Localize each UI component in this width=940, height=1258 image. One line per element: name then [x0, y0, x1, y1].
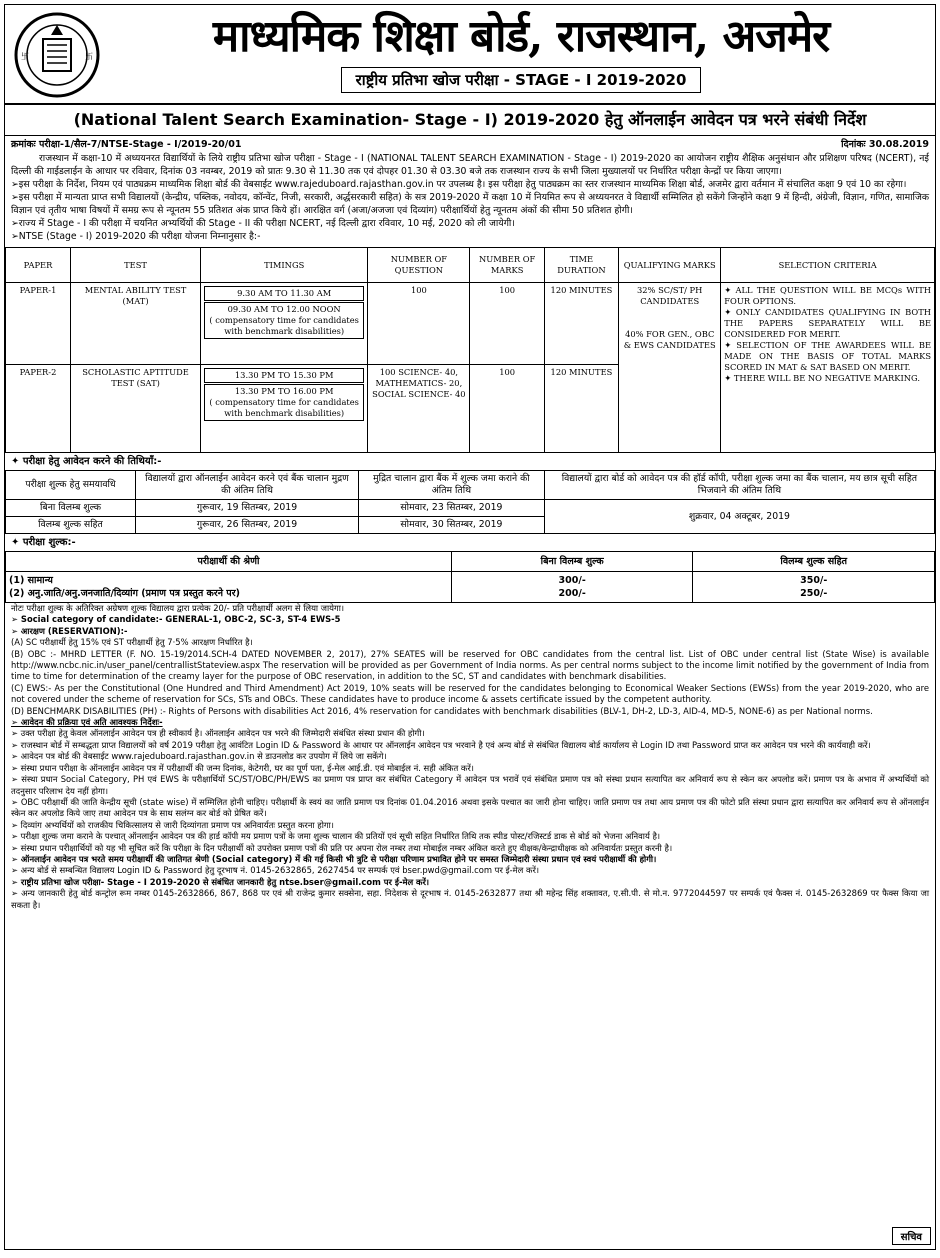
note-item: ➢ OBC परीक्षार्थी की जाति केन्द्रीय सूची (state wise) में सम्मिलित होनी चाहिए। परीक्षार्थी के स्वयं का जाति प्रमाण पत्र दिनांक 01.04.2016 अथवा इसके पश्चात का जारी होना चाहिए। जाति प्रमाण पत्र तथा आय प्रमाण पत्र की फोटो प्रति संस्था प्रधान द्वारा सत्यापित कर अनिवार्य रूप से ऑनलाईन स्केन कर अपलोड किये जाए तथा आवेदन पत्र के साथ सलंग्न कर बोर्ड को प्रेषित करें।	[11, 796, 929, 819]
reference-number: क्रमांकः परीक्षा-1/सैल-7/NTSE-Stage - I/2019-20/01	[11, 139, 242, 150]
col-header: NUMBER OF MARKS	[470, 248, 544, 283]
fees-table	[5, 551, 935, 603]
timing: 13.30 PM TO 16.00 PM	[234, 386, 334, 396]
note-item: नोटः परीक्षा शुल्क के अतिरिक्त अग्रेषण शुल्क विद्यालय द्वारा प्रत्येक 20/- प्रति परीक्षार्थी अलग से लिया जायेगा।	[11, 603, 345, 613]
note-item: ➢ परीक्षा शुल्क जमा कराने के पश्चात् ऑनलाईन आवेदन पत्र की हार्ड कॉपी मय प्रमाण पत्रों के जमा शुल्क चालान की प्रतियों एवं सूची सहित निर्धारित तिथि तक स्पीड पोस्ट/रजिस्टर्ड डाक से बोर्ड को भेजना अनिवार्य है।	[11, 831, 661, 842]
timing: 09.30 AM TO 12.00 NOON	[227, 304, 341, 314]
selection-criteria-cell	[721, 283, 935, 453]
note-item: (D) BENCHMARK DISABILITIES (PH) :- Rights of Persons with disabilities Act 2016, 4% reservation for candidates with benchmark disabilities (BLV-1, DH-2, LD-3, AID-4, MD-5, NONE-6) as per National norms.	[11, 705, 873, 716]
col-header: परीक्षार्थी की श्रेणी	[6, 552, 452, 572]
paper-cell: PAPER-1	[6, 283, 71, 365]
table-row: बिना विलम्ब शुल्क गुरूवार, 19 सितम्बर, 2019 सोमवार, 23 सितम्बर, 2019 शुक्रवार, 04 अक्टूबर, 2019	[6, 500, 935, 517]
dates-heading: ✦ परीक्षा हेतु आवेदन करने की तिथियाँ:-	[11, 456, 162, 467]
table-row	[6, 283, 935, 365]
criteria-item: ✦ THERE WILL BE NO NEGATIVE MARKING.	[724, 373, 921, 383]
note-item: ➢ संस्था प्रधान परीक्षा के ऑनलाईन आवेदन पत्र में परीक्षार्थी की जन्म दिनांक, केटेगरी, घर का पूर्ण पता, ई-मेल आई.डी. एवं मोबाईल नं. सही अंकित करें।	[11, 762, 474, 773]
timings-cell	[201, 365, 368, 453]
board-title: माध्यमिक शिक्षा बोर्ड, राजस्थान, अजमेर	[212, 11, 830, 62]
qualifying-cell	[619, 283, 721, 453]
intro-bullet: ➢ इस परीक्षा के निर्देश, नियम एवं पाठ्यक्रम माध्यमिक शिक्षा बोर्ड की वेबसाईट www.rajeduboard.rajasthan.gov.in पर उपलब्ध है। इस परीक्षा हेतु पाठ्यक्रम का स्तर राजस्थान माध्यमिक शिक्षा बोर्ड, अजमेर द्वारा वर्तमान में संचालित कक्षा 9 एवं 10 का रहेगा।	[11, 178, 929, 191]
col-header: मुद्रित चालान द्वारा बैंक में शुल्क जमा कराने की अंतिम तिथि	[359, 471, 545, 500]
board-logo-icon	[13, 11, 101, 99]
note-item: ➢ आरक्षण (RESERVATION):-	[11, 625, 128, 636]
col-header: विद्यालयों द्वारा बोर्ड को आवेदन पत्र की हॉर्ड कॉपी, परीक्षा शुल्क जमा का बैंक चालान, मय छात्र सूची सहित भिजवाने की अंतिम तिथि	[544, 471, 934, 500]
note-item: ➢ संस्था प्रधान परीक्षार्थियों को यह भी सूचित करें कि परीक्षा के दिन परीक्षार्थी को उपरोक्त प्रमाण पत्रों की प्रति पर अपना रोल नम्बर तथा मोबाईल नम्बर अंकित करते हुए वीक्षक/केन्द्राधीक्षक को अनिवार्यतः प्रस्तुत करनी है।	[11, 842, 673, 853]
test-cell: MENTAL ABILITY TEST (MAT)	[71, 283, 201, 365]
note-item: ➢ उक्त परीक्षा हेतु केवल ऑनलाईन आवेदन पत्र ही स्वीकार्य है। ऑनलाईन आवेदन पत्र भरने की जिम्मेदारी संबंधित संस्था प्रधान की होगी।	[11, 728, 425, 739]
test-cell: SCHOLASTIC APTITUDE TEST (SAT)	[71, 365, 201, 453]
duration-cell: 120 MINUTES	[544, 365, 618, 453]
qualifying-text: 32% SC/ST/ PH CANDIDATES	[637, 285, 703, 306]
timings-cell	[201, 283, 368, 365]
table-row: विलम्ब शुल्क सहित गुरूवार, 26 सितम्बर, 2019 सोमवार, 30 सितम्बर, 2019	[6, 517, 935, 534]
note-item: (C) EWS:- As per the Constitutional (One Hundred and Third Amendment) Act 2019, 10% seats will be reserved for the candidates belonging to Economical Weaker Sections (EWSs) from the year 2019-2020, who are not covered under the scheme of reservation for SCs, STs and OBCs. These candidates have to produce income & assets certificate issued by the competent authority.	[11, 682, 929, 705]
final-date: शुक्रवार, 04 अक्टूबर, 2019	[544, 500, 934, 534]
criteria-item: ✦ ONLY CANDIDATES QUALIFYING IN BOTH THE PAPERS SEPARATELY WILL BE CONSIDERED FOR MERIT.	[724, 307, 931, 339]
note-item: ➢ दिव्यांग अभ्यर्थियों को राजकीय चिकित्सालय से जारी दिव्यांगता प्रमाण पत्र अनिवार्यतः प्रस्तुत करना होगा।	[11, 819, 334, 830]
col-header: QUALIFYING MARKS	[619, 248, 721, 283]
exam-scheme-table	[5, 247, 935, 453]
col-header: बिना विलम्ब शुल्क	[451, 552, 693, 572]
timing: 9.30 AM TO 11.30 AM	[204, 286, 364, 301]
criteria-item: ✦ ALL THE QUESTION WILL BE MCQs WITH FOUR OPTIONS.	[724, 285, 931, 306]
duration-cell: 120 MINUTES	[544, 283, 618, 365]
col-header: TIME DURATION	[544, 248, 618, 283]
table-row: (1) सामान्य (2) अनु.जाति/अनु.जनजाति/दिव्यांग (प्रमाण पत्र प्रस्तुत करने पर) 300/- 200/- 350/- 250/-	[6, 572, 935, 603]
marks-cell: 100	[470, 365, 544, 453]
note-item: ➢ आवेदन पत्र बोर्ड की वेबसाईट www.rajeduboard.rajasthan.gov.in से डाउनलोड कर उपयोग में लिये जा सकेंगे।	[11, 751, 387, 762]
qualifying-text: 40% FOR GEN., OBC & EWS CANDIDATES	[623, 329, 716, 350]
notice-page	[4, 4, 936, 1250]
paper-cell: PAPER-2	[6, 365, 71, 453]
note-item: ➢ अन्य बोर्ड से सम्बन्धित विद्यालय Login ID & Password हेतु दूरभाष नं. 0145-2632865, 2627454 पर सम्पर्क एवं bser.pwd@gmail.com पर ई-मेल करें।	[11, 865, 540, 876]
note-item: ➢ Social category of candidate:- GENERAL-1, OBC-2, SC-3, ST-4 EWS-5	[11, 614, 341, 625]
note-item: (A) SC परीक्षार्थी हेतु 15% एवं ST परीक्षार्थी हेतु 7·5% आरक्षण निर्धारित है।	[11, 637, 253, 648]
instructions-heading: (National Talent Search Examination- Stage - I) 2019-2020 हेतु ऑनलाईन आवेदन पत्र भरने संबंधी निर्देश	[5, 105, 935, 136]
timing-compensatory	[204, 384, 364, 421]
timing-note: ( compensatory time for candidates with benchmark disabilities)	[209, 397, 359, 418]
signature-label: सचिव	[892, 1227, 931, 1245]
intro-bullet: ➢ NTSE (Stage - I) 2019-2020 की परीक्षा योजना निम्नानुसार है:-	[11, 230, 929, 243]
timing-note: ( compensatory time for candidates with benchmark disabilities)	[209, 315, 359, 336]
note-item: ➢ संस्था प्रधान Social Category, PH एवं EWS के परीक्षार्थियों SC/ST/OBC/PH/EWS का प्रमाण पत्र प्राप्त कर संबंधित Category में आवेदन पत्र भरावें एवं संबंधित प्रमाण पत्र को संस्था प्रधान सत्यापित कर अनिवार्य रूप से स्केन कर अपलोड करें। प्रमाण पत्र के अभाव में अभ्यर्थियों को तदनुसार परिलाभ देय नहीं होगा।	[11, 774, 929, 796]
svg-text:卐: 卐	[21, 52, 29, 61]
col-header: SELECTION CRITERIA	[721, 248, 935, 283]
questions-cell: 100 SCIENCE- 40, MATHEMATICS- 20, SOCIAL SCIENCE- 40	[368, 365, 470, 453]
fees-heading: ✦ परीक्षा शुल्क:-	[11, 537, 76, 548]
header	[5, 5, 935, 105]
marks-cell: 100	[470, 283, 544, 365]
notes-section	[5, 603, 935, 911]
col-header: परीक्षा शुल्क हेतु समयावधि	[6, 471, 136, 500]
col-header: PAPER	[6, 248, 71, 283]
intro-section	[5, 152, 935, 243]
dates-table	[5, 470, 935, 534]
col-header: TEST	[71, 248, 201, 283]
questions-cell: 100	[368, 283, 470, 365]
reference-date: दिनांकः 30.08.2019	[841, 139, 929, 150]
col-header: विद्यालयों द्वारा ऑनलाईन आवेदन करने एवं बैंक चालान मुद्रण की अंतिम तिथि	[136, 471, 359, 500]
intro-bullet: ➢ इस परीक्षा में मान्यता प्राप्त सभी विद्यालयों (केन्द्रीय, पब्लिक, नवोदय, कॉन्वेंट, निजी, सरकारी, अर्द्धसरकारी सहित) के सत्र 2019-2020 में कक्षा 10 में नियमित रूप से अध्ययनरत वे विद्यार्थी सम्मिलित हो सकेंगे जिन्होंने कक्षा 9 में हिन्दी, अंग्रेजी, विज्ञान, गणित, सामाजिक विज्ञान एवं तृतीय भाषा विषयों में समग्र रूप से न्यूनतम 55 प्रतिशत अंक प्राप्त किये हों। आरक्षित वर्ग (अजा/अजजा एवं दिव्यांग) परीक्षार्थियों हेतु न्यूनतम अंकों की सीमा 50 प्रतिशत होगी।	[11, 191, 929, 217]
timing-compensatory	[204, 302, 364, 339]
note-item: ➢ ऑनलाईन आवेदन पत्र भरते समय परीक्षार्थी की जातिगत श्रेणी (Social category) में की गई किसी भी त्रुटि से परीक्षा परिणाम प्रभावित होने पर समस्त जिम्मेदारी संस्था प्रधान एवं स्वयं परीक्षार्थी की होगी।	[11, 853, 657, 864]
intro-bullet: ➢ राज्य में Stage - I की परीक्षा में चयनित अभ्यर्थियों की Stage - II की परीक्षा NCERT, नई दिल्ली द्वारा रविवार, 10 मई, 2020 को ली जायेगी।	[11, 217, 929, 230]
col-header: TIMINGS	[201, 248, 368, 283]
timing: 13.30 PM TO 15.30 PM	[204, 368, 364, 383]
col-header: NUMBER OF QUESTION	[368, 248, 470, 283]
criteria-item: ✦ SELECTION OF THE AWARDEES WILL BE MADE ON THE BASIS OF TOTAL MARKS SCORED IN MAT & SAT BASED ON MERIT.	[724, 340, 931, 372]
exam-subtitle: राष्ट्रीय प्रतिभा खोज परीक्षा - STAGE - I 2019-2020	[341, 67, 702, 93]
col-header: विलम्ब शुल्क सहित	[693, 552, 935, 572]
note-item: (B) OBC :- MHRD LETTER (F. NO. 15-19/2014.SCH-4 DATED NOVEMBER 2, 2017), 27% SEATES will be reserved for OBC candidates from the central list. List of OBC under central list (State Wise) is available http://www.ncbc.nic.in/user_panel/centrallistStateview.aspx The reservation will be provided as per Government of India norms. As per central norms subject to the income limit notified by the government of India from time to time for determination of the creamy layer for the purpose of OBC reservation, in addition to the SC, ST and candidates with benchmark disabilities.	[11, 648, 929, 682]
intro-paragraph: राजस्थान में कक्षा-10 में अध्ययनरत विद्यार्थियों के लिये राष्ट्रीय प्रतिभा खोज परीक्षा - Stage - I (NATIONAL TALENT SEARCH EXAMINATION - Stage - I) 2019-2020 का आयोजन राष्ट्रीय शैक्षिक अनुसंधान और प्रशिक्षण परिषद (NCERT), नई दिल्ली की गाईडलाईन के आधार पर रविवार, दिनांक 03 नवम्बर, 2019 को प्रातः 9.30 से 11.30 तक एवं दोपहर 01.30 से 03.30 बजे तक राजस्थान राज्य के सभी जिला मुख्यालयों पर निर्धारित परीक्षा केन्द्रों पर किया जाएगा।	[11, 153, 929, 177]
svg-text:卐: 卐	[85, 52, 93, 61]
note-item: ➢ आवेदन की प्रक्रिया एवं अति आवश्यक निर्देशः-	[11, 717, 163, 728]
note-item: ➢ राजस्थान बोर्ड में सम्बद्धता प्राप्त विद्यालयों को वर्ष 2019 परीक्षा हेतु आवंटित Login ID & Password के आधार पर ऑनलाईन आवेदन पत्र भरवाने है एवं अन्य बोर्ड से संबंधित विद्यालय बोर्ड कार्यालय से Login ID तथा Password प्राप्त कर आवेदन पत्र भरने की कार्यवाही करें।	[11, 739, 871, 750]
note-item: ➢ अन्य जानकारी हेतु बोर्ड कन्ट्रोल रूम नम्बर 0145-2632866, 867, 868 पर एवं श्री राजेन्द्र कुमार सक्सेना, सहा. निदेशक से दूरभाष नं. 0145-2632877 तथा श्री महेन्द्र सिंह शक्तावत, ए.सी.पी. से मो.न. 9772044597 पर सम्पर्क एवं फैक्स नं. 0145-2632869 पर फैक्स किया जा सकता है।	[11, 888, 929, 910]
note-item: ➢ राष्ट्रीय प्रतिभा खोज परीक्षा- Stage - I 2019-2020 से संबंधित जानकारी हेतु ntse.bser@gmail.com पर ई-मेल करें।	[11, 876, 430, 887]
